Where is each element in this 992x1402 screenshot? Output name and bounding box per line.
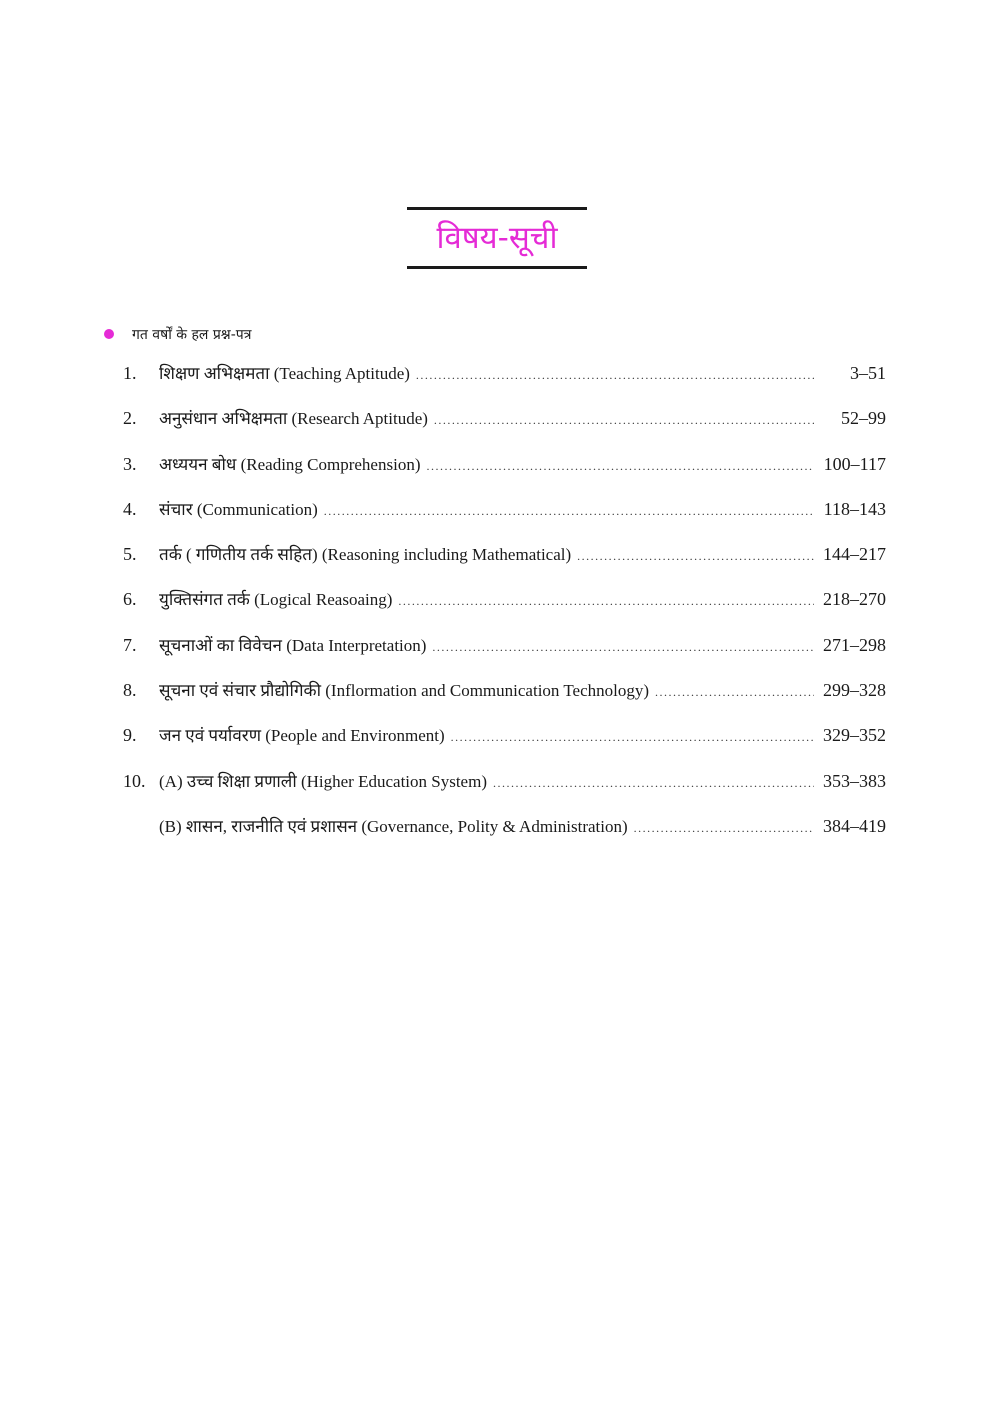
toc-pages: 353–383	[823, 770, 886, 791]
dot-leader	[451, 725, 814, 749]
dot-leader	[426, 454, 814, 478]
toc-pages: 218–270	[823, 589, 886, 610]
toc-label: जन एवं पर्यावरण (People and Environment)	[159, 726, 445, 746]
toc-number: 10.	[123, 770, 146, 791]
toc-row[interactable]	[123, 361, 886, 406]
toc-label: संचार (Communication)	[159, 499, 318, 519]
toc-row[interactable]	[123, 723, 886, 768]
toc-label: शिक्षण अभिक्षमता (Teaching Aptitude)	[159, 364, 410, 383]
toc-row[interactable]	[123, 452, 886, 497]
section-heading	[104, 322, 251, 346]
title-box	[407, 207, 587, 269]
toc-pages: 144–217	[823, 544, 886, 565]
toc-row[interactable]	[123, 406, 886, 451]
toc-number: 6.	[123, 589, 137, 610]
dot-leader	[432, 635, 814, 659]
toc-label: सूचनाओं का विवेचन (Data Interpretation)	[159, 635, 427, 655]
toc-label: अध्ययन बोध (Reading Comprehension)	[159, 454, 421, 474]
toc-label: युक्तिसंगत तर्क (Logical Reasoaing)	[159, 590, 393, 610]
toc-pages: 118–143	[823, 498, 886, 519]
toc-pages: 271–298	[823, 634, 886, 655]
toc-number: 5.	[123, 544, 137, 565]
toc-label: (A) उच्च शिक्षा प्रणाली (Higher Education System)	[159, 771, 487, 791]
toc-number: 7.	[123, 634, 137, 655]
dot-leader	[434, 408, 814, 432]
bullet-icon	[104, 329, 114, 339]
toc-label: तर्क ( गणितीय तर्क सहित) (Reasoning including Mathematical)	[159, 545, 572, 565]
toc-row[interactable]	[123, 633, 886, 678]
dot-leader	[416, 363, 814, 387]
dot-leader	[634, 816, 814, 840]
dot-leader	[577, 544, 814, 568]
toc-number: 8.	[123, 680, 137, 701]
dot-leader	[324, 499, 814, 523]
toc-pages: 384–419	[823, 815, 886, 836]
dot-leader	[655, 680, 814, 704]
toc-row[interactable]	[123, 769, 886, 814]
toc-pages: 299–328	[823, 680, 886, 701]
toc-row[interactable]	[123, 542, 886, 587]
page-title: विषय-सूची	[436, 219, 558, 256]
toc-pages: 3–51	[850, 363, 886, 383]
toc-pages: 329–352	[823, 725, 886, 746]
toc-number: 2.	[123, 408, 137, 429]
toc-pages: 52–99	[841, 408, 886, 429]
toc-label: (B) शासन, राजनीति एवं प्रशासन (Governance, Polity & Administration)	[159, 816, 628, 836]
table-of-contents	[123, 361, 886, 859]
toc-number: 3.	[123, 453, 137, 474]
toc-label: सूचना एवं संचार प्रौद्योगिकी (Inflormation and Communication Technology)	[159, 681, 650, 701]
section-heading-text: गत वर्षों के हल प्रश्न-पत्र	[132, 326, 252, 343]
toc-row[interactable]	[123, 678, 886, 723]
toc-number: 4.	[123, 498, 137, 519]
toc-pages: 100–117	[823, 453, 886, 474]
toc-row[interactable]	[123, 497, 886, 542]
toc-row[interactable]	[123, 587, 886, 632]
toc-row[interactable]	[123, 814, 886, 859]
toc-number: 1.	[123, 363, 137, 383]
dot-leader	[398, 589, 814, 613]
toc-number: 9.	[123, 725, 137, 746]
toc-label: अनुसंधान अभिक्षमता (Research Aptitude)	[159, 409, 428, 429]
dot-leader	[493, 771, 814, 795]
